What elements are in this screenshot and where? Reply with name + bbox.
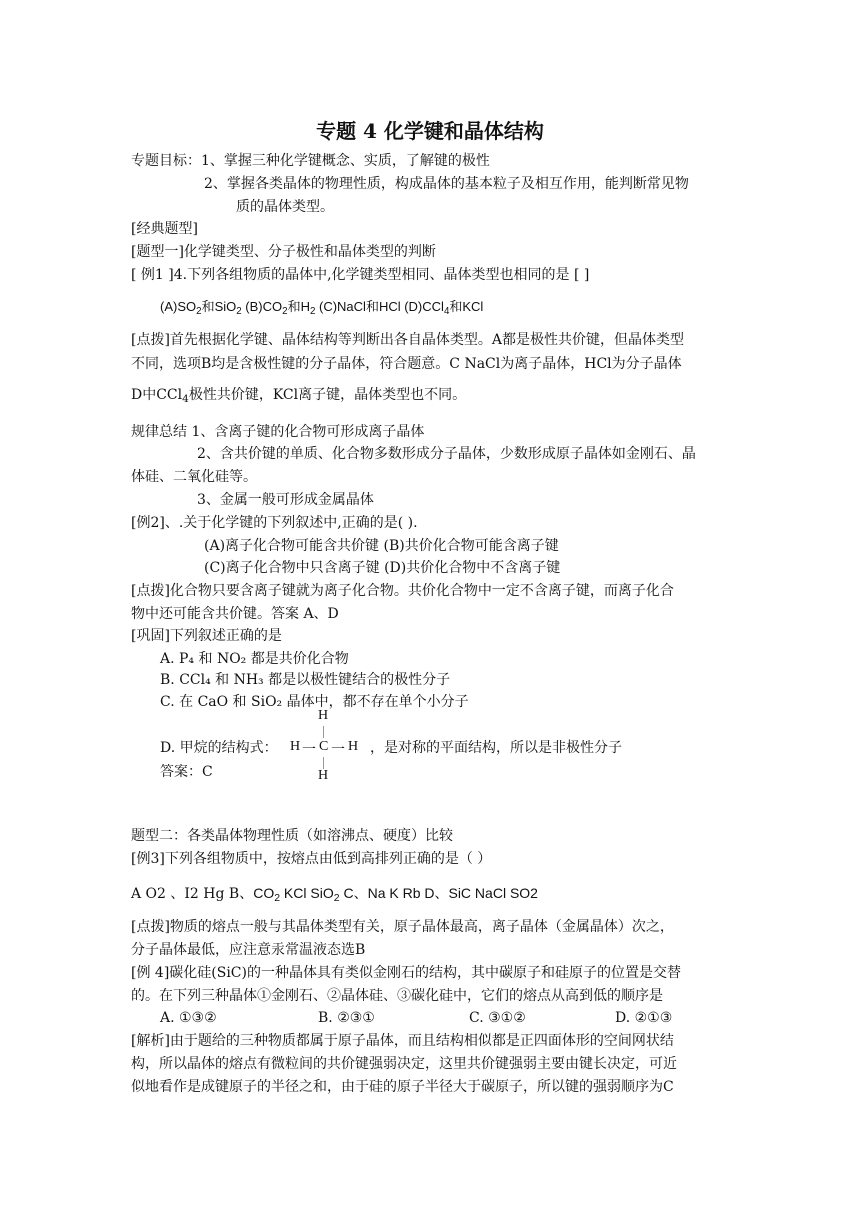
hint1-line-3: D中CCl$_4$极性共价键，KCl离子键，晶体类型也不同。	[131, 387, 467, 406]
hint2-line-1: [点拨]化合物只要含离子键就为离子化合物。共价化合物中一定不含离子键，而离子化合	[131, 583, 674, 599]
example4-option-b: B. ②③①	[318, 1010, 375, 1026]
example2-options-cd: (C)离子化合物中只含离子键 (D)共价化合物中不含离子键	[204, 560, 561, 576]
example2-options-ab: (A)离子化合物可能含共价键 (B)共价化合物可能含离子键	[204, 538, 559, 554]
example1-question: [ 例1 ]4.下列各组物质的晶体中,化学键类型相同、晶体类型也相同的是 [ ]	[131, 267, 590, 283]
hint3-line-1: [点拨]物质的熔点一般与其晶体类型有关，原子晶体最高，离子晶体（金属晶体）次之，	[131, 919, 674, 935]
example4-option-c: C. ③①②	[469, 1010, 526, 1026]
goal-line-2: 2、掌握各类晶体的物理性质，构成晶体的基本粒子及相互作用，能判断常见物	[204, 176, 689, 192]
example1-options: $(A)SO_2$和SiO$_2$ $(B)CO_2$和$H_2$ (C)NaCl和HCl (D)CCl$_4$和KCl	[160, 299, 484, 317]
rule-line-1: 规律总结 1、含离子键的化合物可形成离子晶体	[131, 424, 425, 440]
rule-line-2: 2、含共价键的单质、化合物多数形成分子晶体，少数形成原子晶体如金刚石、晶	[197, 446, 696, 462]
hint2-line-2: 物中还可能含共价键。答案 A、D	[131, 606, 339, 622]
example4-line-2: 的。在下列三种晶体①金刚石、②晶体硅、③碳化硅中，它们的熔点从高到低的顺序是	[131, 988, 663, 1004]
goal-line-3: 质的晶体类型。	[236, 199, 334, 215]
consolidation-answer: 答案：C	[160, 764, 213, 780]
analysis-line-1: [解析]由于题给的三种物质都属于原子晶体，而且结构相似都是正四面体形的空间网状结	[131, 1033, 674, 1049]
example4-option-d: D. ②①③	[615, 1010, 673, 1026]
consolidation-option-d-suffix: ，是对称的平面结构，所以是非极性分子	[370, 740, 622, 756]
example3-options: A O2 、I2 Hg B、$CO_2$ KCl SiO$_2$ C、Na K Rb D、SiC NaCl SO2	[131, 885, 538, 905]
consolidation-option-a: A. P₄ 和 NO₂ 都是共价化合物	[160, 651, 349, 667]
type2-heading: 题型二：各类晶体物理性质（如溶沸点、硬度）比较	[131, 828, 453, 844]
analysis-line-3: 似地看作是成键原子的半径之和，由于硅的原子半径大于碳原子，所以键的强弱顺序为C	[131, 1079, 674, 1095]
example4-option-a: A. ①③②	[160, 1010, 217, 1026]
rule-line-2b: 体硅、二氧化硅等。	[131, 469, 257, 485]
consolidation-option-c: C. 在 CaO 和 SiO₂ 晶体中，都不存在单个小分子	[160, 694, 469, 710]
example3-question: [例3]下列各组物质中，按熔点由低到高排列正确的是（ ）	[131, 851, 492, 867]
consolidation-option-b: B. CCl₄ 和 NH₃ 都是以极性键结合的极性分子	[160, 672, 451, 688]
goal-line-1: 专题目标：1、掌握三种化学键概念、实质，了解键的极性	[131, 153, 490, 169]
type1-heading: [题型一]化学键类型、分子极性和晶体类型的判断	[131, 244, 436, 260]
example2-question: [例2]、.关于化学键的下列叙述中,正确的是( ).	[131, 515, 418, 531]
classic-heading: [经典题型]	[131, 221, 198, 237]
page-title: 专题 4 化学键和晶体结构	[316, 119, 544, 143]
analysis-line-2: 构，所以晶体的熔点有微粒间的共价键强弱决定，这里共价键强弱主要由键长决定，可近	[131, 1056, 677, 1072]
hint1-line-2: 不同，选项B均是含极性键的分子晶体，符合题意。C NaCl为离子晶体，HCl为分子晶体	[131, 356, 682, 372]
methane-structural-formula: H H 一 C 一 H H	[290, 708, 359, 783]
consolidation-heading: [巩固]下列叙述正确的是	[131, 628, 282, 644]
hint1-line-1: [点拨]首先根据化学键、晶体结构等判断出各自晶体类型。A都是极性共价键，但晶体类型	[131, 332, 685, 348]
rule-line-3: 3、金属一般可形成金属晶体	[197, 492, 374, 508]
hint3-line-2: 分子晶体最低，应注意汞常温液态选B	[131, 942, 366, 958]
example4-line-1: [例 4]碳化硅(SiC)的一种晶体具有类似金刚石的结构，其中碳原子和硅原子的位置是交替	[131, 965, 681, 981]
consolidation-option-d-prefix: D. 甲烷的结构式：	[160, 740, 278, 756]
